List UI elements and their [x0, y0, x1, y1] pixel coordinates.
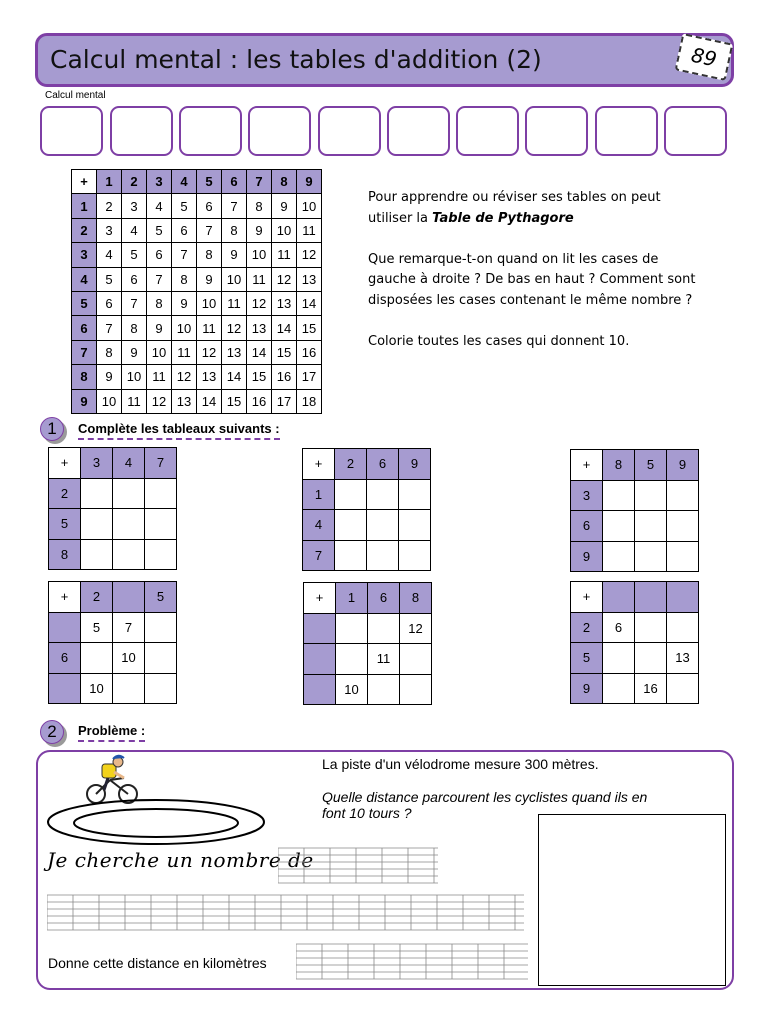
table-cell[interactable]: 10: [147, 340, 172, 364]
addition-table-2: [302, 448, 431, 571]
table-cell[interactable]: 15: [222, 389, 247, 413]
table-cell[interactable]: 10: [122, 365, 147, 389]
grid-cell[interactable]: [603, 480, 635, 511]
mental-calc-box[interactable]: [318, 106, 381, 156]
addition-table-5: [303, 582, 432, 705]
grid-corner: +: [571, 450, 603, 481]
grid-cell[interactable]: [113, 539, 145, 570]
column-header: 7: [247, 170, 272, 194]
table-cell[interactable]: 9: [197, 267, 222, 291]
grid-column-header[interactable]: [635, 582, 667, 613]
grid-corner: +: [303, 449, 335, 480]
velodrome-illustration: [44, 752, 268, 848]
table-cell[interactable]: 10: [197, 291, 222, 315]
table-cell[interactable]: 16: [247, 389, 272, 413]
grid-cell[interactable]: [145, 643, 177, 674]
column-header: 9: [297, 170, 322, 194]
grid-corner: +: [571, 582, 603, 613]
table-cell[interactable]: 8: [147, 291, 172, 315]
table-cell[interactable]: 10: [222, 267, 247, 291]
table-cell[interactable]: 9: [147, 316, 172, 340]
grid-column-header: 8: [400, 583, 432, 614]
grid-column-header: 6: [368, 583, 400, 614]
intro-p1-bold: Table de Pythagore: [432, 210, 574, 226]
mental-calc-box[interactable]: [456, 106, 519, 156]
answer-box[interactable]: [538, 814, 726, 986]
table-cell[interactable]: 6: [122, 267, 147, 291]
table-cell[interactable]: 7: [197, 218, 222, 242]
km-question-label: Donne cette distance en kilomètres: [48, 955, 267, 971]
column-header: 4: [172, 170, 197, 194]
grid-column-header: 8: [603, 450, 635, 481]
table-cell[interactable]: 13: [297, 267, 322, 291]
table-cell[interactable]: 8: [222, 218, 247, 242]
grid-cell: 10: [113, 643, 145, 674]
table-cell[interactable]: 10: [247, 243, 272, 267]
grid-cell[interactable]: [399, 540, 431, 571]
grid-cell: 5: [81, 612, 113, 643]
cyclist-icon: [87, 756, 137, 803]
grid-column-header: 4: [113, 448, 145, 479]
grid-column-header: 9: [399, 449, 431, 480]
grid-row-header: 5: [49, 509, 81, 540]
grid-cell[interactable]: [145, 539, 177, 570]
grid-cell: 13: [667, 643, 699, 674]
grid-row-header: 6: [49, 643, 81, 674]
table-cell[interactable]: 7: [97, 316, 122, 340]
table-cell[interactable]: 12: [297, 243, 322, 267]
grid-row-header: 3: [571, 480, 603, 511]
grid-cell[interactable]: [335, 540, 367, 571]
grid-row-header: 9: [571, 673, 603, 704]
grid-row-header: 1: [303, 479, 335, 510]
grid-cell[interactable]: [367, 479, 399, 510]
table-cell[interactable]: 7: [172, 243, 197, 267]
table-cell[interactable]: 13: [247, 316, 272, 340]
mental-calc-label: Calcul mental: [45, 90, 106, 101]
grid-cell: 16: [635, 673, 667, 704]
row-header: 3: [72, 243, 97, 267]
grid-cell[interactable]: [81, 478, 113, 509]
grid-cell: 7: [113, 612, 145, 643]
table-cell[interactable]: 17: [272, 389, 297, 413]
table-cell[interactable]: 5: [172, 194, 197, 218]
grid-row-header[interactable]: [304, 613, 336, 644]
grid-cell[interactable]: [667, 541, 699, 572]
problem-statement: La piste d'un vélodrome mesure 300 mètres.: [322, 756, 599, 772]
addition-table-4: [48, 581, 177, 704]
table-cell[interactable]: 15: [297, 316, 322, 340]
writing-lines-3[interactable]: [296, 942, 528, 982]
table-cell[interactable]: 10: [172, 316, 197, 340]
row-header: 1: [72, 194, 97, 218]
page-number: 89: [689, 42, 719, 72]
track-icon: [48, 800, 264, 844]
grid-cell: 10: [81, 673, 113, 704]
grid-column-header: 9: [667, 450, 699, 481]
addition-table-6: [570, 581, 699, 704]
section-1-number: 1: [40, 417, 64, 441]
grid-row-header: 7: [303, 540, 335, 571]
grid-cell[interactable]: [367, 540, 399, 571]
grid-cell[interactable]: [145, 673, 177, 704]
section-2-title: Problème :: [78, 723, 145, 742]
table-cell[interactable]: 12: [247, 291, 272, 315]
table-corner: +: [72, 170, 97, 194]
grid-column-header: 5: [145, 582, 177, 613]
grid-cell[interactable]: [113, 673, 145, 704]
grid-row-header: 6: [571, 511, 603, 542]
grid-cell[interactable]: [368, 613, 400, 644]
grid-cell: 6: [603, 612, 635, 643]
grid-column-header: 2: [335, 449, 367, 480]
table-cell[interactable]: 9: [122, 340, 147, 364]
table-cell[interactable]: 18: [297, 389, 322, 413]
grid-row-header: 4: [303, 510, 335, 541]
row-header: 8: [72, 365, 97, 389]
table-cell[interactable]: 6: [147, 243, 172, 267]
addition-table-1: [48, 447, 177, 570]
grid-cell[interactable]: [81, 539, 113, 570]
grid-cell[interactable]: [335, 479, 367, 510]
table-cell[interactable]: 17: [297, 365, 322, 389]
table-cell[interactable]: 10: [97, 389, 122, 413]
grid-cell[interactable]: [603, 643, 635, 674]
intro-p1-text: Pour apprendre ou réviser ses tables on peut utiliser la: [368, 190, 661, 226]
grid-row-header[interactable]: [304, 674, 336, 705]
grid-row-header: 9: [571, 541, 603, 572]
grid-cell[interactable]: [603, 511, 635, 542]
column-header: 5: [197, 170, 222, 194]
table-cell[interactable]: 10: [297, 194, 322, 218]
grid-column-header: 6: [367, 449, 399, 480]
row-header: 2: [72, 218, 97, 242]
table-cell[interactable]: 12: [197, 340, 222, 364]
grid-cell[interactable]: [145, 509, 177, 540]
grid-cell[interactable]: [335, 510, 367, 541]
table-cell[interactable]: 14: [272, 316, 297, 340]
table-cell[interactable]: 16: [272, 365, 297, 389]
pythagore-table: [71, 169, 322, 414]
table-cell[interactable]: 5: [147, 218, 172, 242]
writing-lines-2[interactable]: [47, 893, 524, 933]
table-cell[interactable]: 11: [147, 365, 172, 389]
table-cell[interactable]: 12: [272, 267, 297, 291]
grid-cell[interactable]: [667, 480, 699, 511]
title-bar: [35, 33, 734, 87]
table-cell[interactable]: 9: [272, 194, 297, 218]
mental-calc-box[interactable]: [525, 106, 588, 156]
table-cell[interactable]: 14: [247, 340, 272, 364]
grid-row-header: 8: [49, 539, 81, 570]
grid-column-header: 2: [81, 582, 113, 613]
table-cell[interactable]: 3: [122, 194, 147, 218]
grid-cell[interactable]: [400, 644, 432, 675]
grid-row-header[interactable]: [49, 612, 81, 643]
problem-question: Quelle distance parcourent les cyclistes quand ils en font 10 tours ?: [322, 789, 648, 821]
grid-cell[interactable]: [81, 643, 113, 674]
table-cell[interactable]: 9: [247, 218, 272, 242]
table-cell[interactable]: 11: [122, 389, 147, 413]
intro-paragraph-1: [368, 188, 708, 229]
grid-cell[interactable]: [113, 478, 145, 509]
table-cell[interactable]: 8: [172, 267, 197, 291]
table-cell[interactable]: 8: [97, 340, 122, 364]
grid-row-header: 2: [49, 478, 81, 509]
page-title: Calcul mental : les tables d'addition (2): [50, 45, 542, 74]
table-cell[interactable]: 11: [297, 218, 322, 242]
table-cell[interactable]: 4: [122, 218, 147, 242]
section-2-number: 2: [40, 720, 64, 744]
column-header: 8: [272, 170, 297, 194]
table-cell[interactable]: 6: [97, 291, 122, 315]
grid-cell[interactable]: [336, 613, 368, 644]
mental-calc-box[interactable]: [595, 106, 658, 156]
table-cell[interactable]: 6: [197, 194, 222, 218]
grid-cell[interactable]: [81, 509, 113, 540]
section-1-title: Complète les tableaux suivants :: [78, 421, 280, 440]
table-cell[interactable]: 5: [122, 243, 147, 267]
row-header: 7: [72, 340, 97, 364]
grid-corner: +: [49, 448, 81, 479]
table-cell[interactable]: 15: [272, 340, 297, 364]
grid-cell[interactable]: [367, 510, 399, 541]
row-header: 4: [72, 267, 97, 291]
intro-text: [368, 188, 708, 373]
table-cell[interactable]: 4: [147, 194, 172, 218]
row-header: 6: [72, 316, 97, 340]
table-cell[interactable]: 14: [222, 365, 247, 389]
table-cell[interactable]: 12: [172, 365, 197, 389]
table-cell[interactable]: 9: [172, 291, 197, 315]
grid-row-header: 5: [571, 643, 603, 674]
grid-corner: +: [304, 583, 336, 614]
grid-cell[interactable]: [635, 541, 667, 572]
mental-calc-box[interactable]: [664, 106, 727, 156]
grid-row-header[interactable]: [49, 673, 81, 704]
grid-corner: +: [49, 582, 81, 613]
intro-paragraph-2: Que remarque-t-on quand on lit les cases de gauche à droite ? De bas en haut ? Comment sont disposées les cases contenant le même nombre ?: [368, 251, 696, 308]
table-cell[interactable]: 7: [122, 291, 147, 315]
table-cell[interactable]: 13: [272, 291, 297, 315]
table-cell[interactable]: 3: [97, 218, 122, 242]
row-header: 5: [72, 291, 97, 315]
table-cell[interactable]: 6: [172, 218, 197, 242]
cursive-prompt: Je cherche un nombre de: [47, 848, 314, 872]
table-cell[interactable]: 2: [97, 194, 122, 218]
table-cell[interactable]: 14: [197, 389, 222, 413]
grid-cell[interactable]: [603, 541, 635, 572]
grid-cell[interactable]: [399, 479, 431, 510]
column-header: 2: [122, 170, 147, 194]
grid-cell[interactable]: [635, 612, 667, 643]
table-cell[interactable]: 11: [172, 340, 197, 364]
mental-calc-box[interactable]: [179, 106, 242, 156]
table-cell[interactable]: 8: [247, 194, 272, 218]
grid-cell: 10: [336, 674, 368, 705]
mental-calc-box[interactable]: [387, 106, 450, 156]
mental-calc-box[interactable]: [40, 106, 103, 156]
table-cell[interactable]: 5: [97, 267, 122, 291]
table-cell[interactable]: 8: [197, 243, 222, 267]
table-cell[interactable]: 12: [222, 316, 247, 340]
table-cell[interactable]: 13: [222, 340, 247, 364]
table-cell[interactable]: 15: [247, 365, 272, 389]
grid-cell[interactable]: [635, 511, 667, 542]
table-cell[interactable]: 7: [147, 267, 172, 291]
table-cell[interactable]: 11: [197, 316, 222, 340]
grid-cell: 11: [368, 644, 400, 675]
grid-column-header: 5: [635, 450, 667, 481]
column-header: 3: [147, 170, 172, 194]
table-cell[interactable]: 12: [147, 389, 172, 413]
mental-calc-box[interactable]: [248, 106, 311, 156]
addition-table-3: [570, 449, 699, 572]
grid-cell[interactable]: [635, 480, 667, 511]
table-cell[interactable]: 8: [122, 316, 147, 340]
grid-column-header[interactable]: [603, 582, 635, 613]
grid-column-header: 1: [336, 583, 368, 614]
grid-row-header: 2: [571, 612, 603, 643]
grid-cell[interactable]: [667, 511, 699, 542]
grid-cell[interactable]: [635, 643, 667, 674]
grid-cell: 12: [400, 613, 432, 644]
table-cell[interactable]: 14: [297, 291, 322, 315]
table-cell[interactable]: 4: [97, 243, 122, 267]
table-cell[interactable]: 13: [172, 389, 197, 413]
grid-cell[interactable]: [667, 673, 699, 704]
table-cell[interactable]: 13: [197, 365, 222, 389]
grid-cell[interactable]: [113, 509, 145, 540]
grid-cell[interactable]: [368, 674, 400, 705]
grid-cell[interactable]: [603, 673, 635, 704]
table-cell[interactable]: 11: [247, 267, 272, 291]
grid-column-header[interactable]: [667, 582, 699, 613]
grid-cell[interactable]: [336, 644, 368, 675]
grid-cell[interactable]: [145, 612, 177, 643]
table-cell[interactable]: 7: [222, 194, 247, 218]
row-header: 9: [72, 389, 97, 413]
grid-cell[interactable]: [145, 478, 177, 509]
table-cell[interactable]: 10: [272, 218, 297, 242]
table-cell[interactable]: 11: [222, 291, 247, 315]
grid-cell[interactable]: [667, 612, 699, 643]
table-cell[interactable]: 9: [97, 365, 122, 389]
grid-column-header[interactable]: [113, 582, 145, 613]
table-cell[interactable]: 16: [297, 340, 322, 364]
writing-lines-1[interactable]: [278, 846, 438, 886]
intro-paragraph-3: Colorie toutes les cases qui donnent 10.: [368, 333, 630, 349]
grid-row-header[interactable]: [304, 644, 336, 675]
column-header: 6: [222, 170, 247, 194]
grid-column-header: 3: [81, 448, 113, 479]
table-cell[interactable]: 9: [222, 243, 247, 267]
grid-cell[interactable]: [400, 674, 432, 705]
mental-calc-boxes: [40, 106, 730, 158]
grid-column-header: 7: [145, 448, 177, 479]
table-cell[interactable]: 11: [272, 243, 297, 267]
column-header: 1: [97, 170, 122, 194]
mental-calc-box[interactable]: [110, 106, 173, 156]
grid-cell[interactable]: [399, 510, 431, 541]
